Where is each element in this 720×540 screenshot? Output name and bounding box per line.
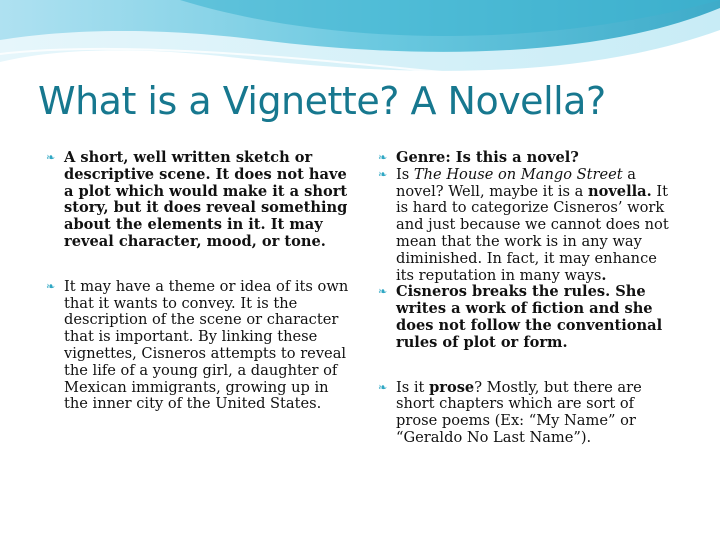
bullet-icon: ❧: [46, 151, 56, 164]
bullet-icon: ❧: [378, 285, 388, 299]
right-bullet-rules: ❧ Cisneros breaks the rules. She writes a work of fiction and she does not follow the conventional rules of plot or form.: [378, 283, 663, 351]
header-wave-decoration: [0, 0, 720, 90]
left-bullet-definition: ❧ A short, well written sketch or descriptive scene. It does not have a plot which would make it a short story, but it does reveal something about the elements in it. It may reveal character, mood, or tone.: [46, 149, 348, 250]
bullet-icon: ❧: [378, 380, 388, 394]
bullet-icon: ❧: [46, 279, 56, 293]
bullet-icon: ❧: [378, 151, 388, 164]
slide-title: What is a Vignette? A Novella?: [38, 79, 606, 123]
right-bullet-prose: ❧ Is it prose? Mostly, but there are short chapters which are sort of prose poems (Ex: “My Name” or “Geraldo No Last Name”).: [378, 378, 642, 446]
right-bullet-novella: ❧ Is The House on Mango Street a novel? Well, maybe it is a novella. It is hard to categorize Cisneros’ work and just because we cannot does not mean that the work is in any way diminished. In fact, it may enhance its reputation in many ways.: [378, 165, 669, 284]
bullet-icon: ❧: [378, 167, 388, 181]
right-column: [378, 150, 678, 447]
right-bullet-genre: ❧ Genre: Is this a novel?: [378, 149, 579, 166]
left-bullet-theme: ❧ It may have a theme or idea of its own that it wants to convey. It is the description of the scene or character that is important. By linking these vignettes, Cisneros attempts to reveal the life of a young girl, a daughter of Mexican immigrants, growing up in the inner city of the United States.: [46, 277, 349, 413]
left-column: [46, 150, 350, 413]
